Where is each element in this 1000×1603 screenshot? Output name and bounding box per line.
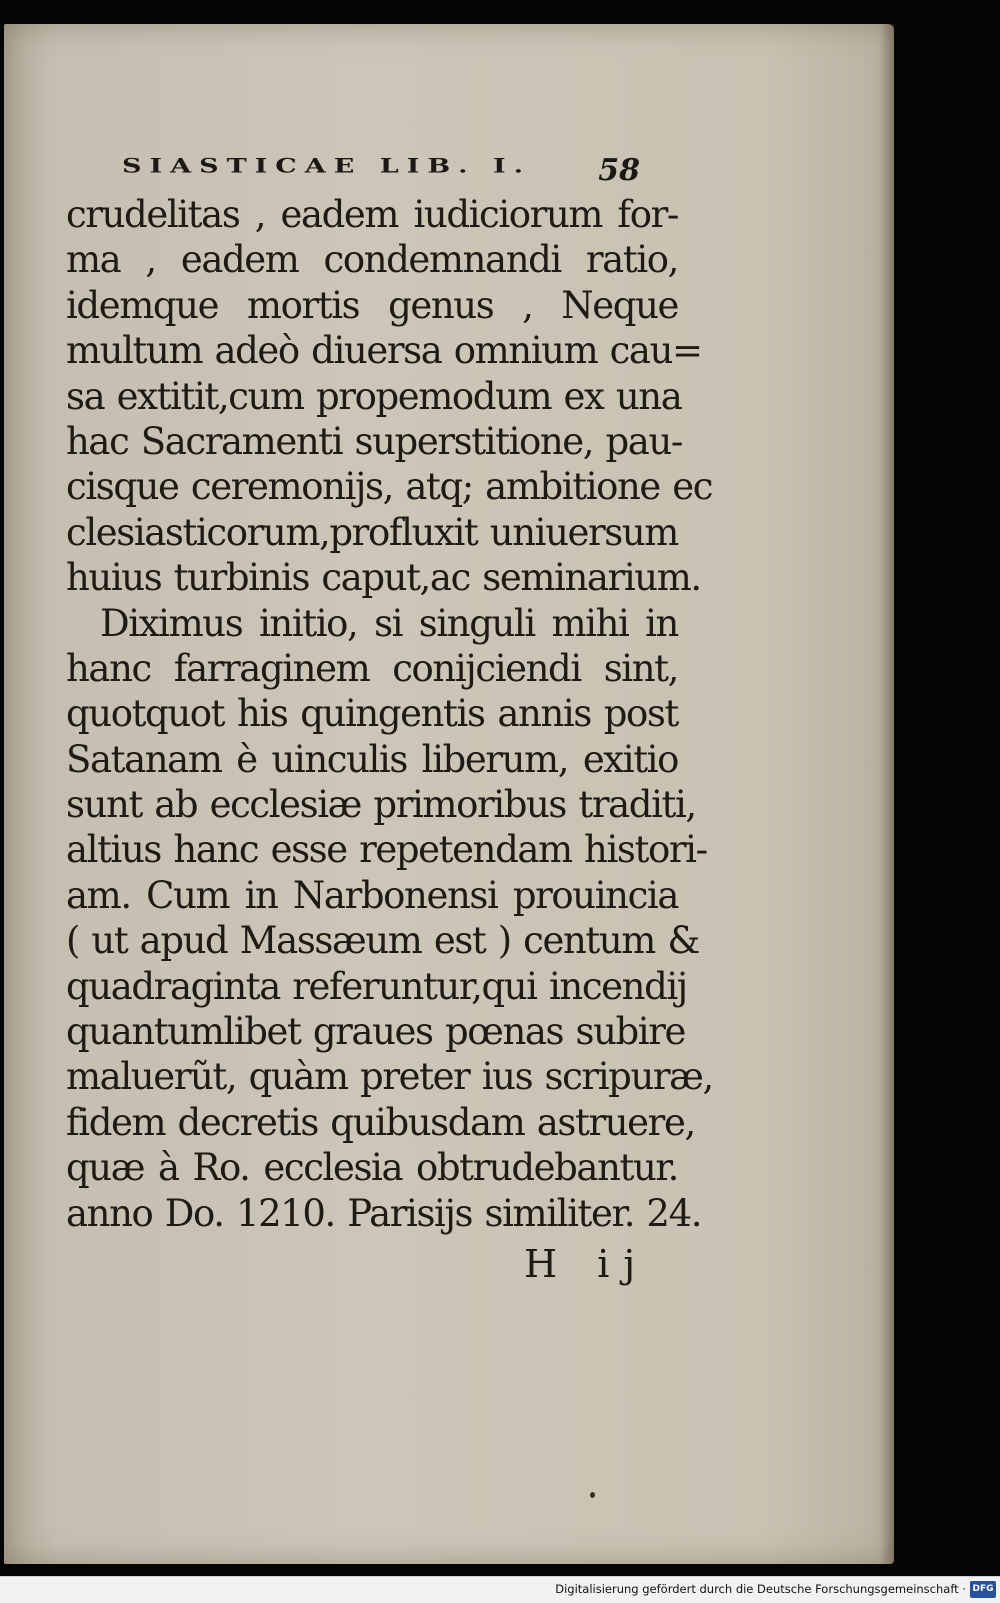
footer-bar [0,1576,1000,1603]
ink-speck [590,1492,595,1498]
text-line: altius hanc esse repetendam histori- [66,828,707,872]
text-line: sa extitit,cum propemodum ex una [66,374,682,418]
text-line: ( ut apud Massæum est ) centum & [66,919,699,963]
page-header [122,141,652,189]
text-line: anno Do. 1210. Parisijs similiter. 24. [66,1191,702,1235]
text-line: sunt ab ecclesiæ primoribus traditi, [66,783,696,827]
text-line: hac Sacramenti superstitione, pau- [66,419,682,463]
text-line: cisque ceremonijs, atq; ambitione ec [66,465,713,509]
folio-number: 58 [598,153,640,188]
funding-credit: Digitalisierung gefördert durch die Deutsche Forschungsgemeinschaft · [555,1582,966,1596]
book-page [4,24,894,1564]
text-line: quadraginta referuntur,qui incendij [66,964,687,1008]
text-line: fidem decretis quibusdam astruere, [66,1100,695,1144]
body-text [66,192,713,1236]
dfg-logo-icon: DFG [970,1581,996,1598]
text-line: quantumlibet graues pœnas subire [66,1010,685,1054]
text-line: crudelitas , eadem iudiciorum for- [66,193,678,236]
text-line: Diximus initio, si singuli mihi in [100,601,678,645]
text-line: am. Cum in Narbonensi prouincia [66,873,678,917]
running-head: SIASTICAE LIB. I. [122,155,531,178]
text-line: clesiasticorum,profluxit uniuersum [66,510,678,554]
text-line: huius turbinis caput,ac seminarium. [66,556,701,600]
text-line: Satanam è uinculis liberum, exitio [66,737,678,781]
page-edge-shadow [880,24,894,1564]
text-line: multum adeò diuersa omnium cau= [66,329,702,373]
text-line: maluerũt, quàm preter ius scripuræ, [66,1055,713,1099]
signature-mark: H ij [524,1242,650,1286]
text-line: hanc farraginem conijciendi sint, [66,646,678,690]
text-line: quæ à Ro. ecclesia obtrudebantur. [66,1146,678,1190]
text-line: idemque mortis genus , Neque [66,283,678,327]
text-line: quotquot his quingentis annis post [66,692,678,736]
text-line: ma , eadem condemnandi ratio, [66,238,678,282]
